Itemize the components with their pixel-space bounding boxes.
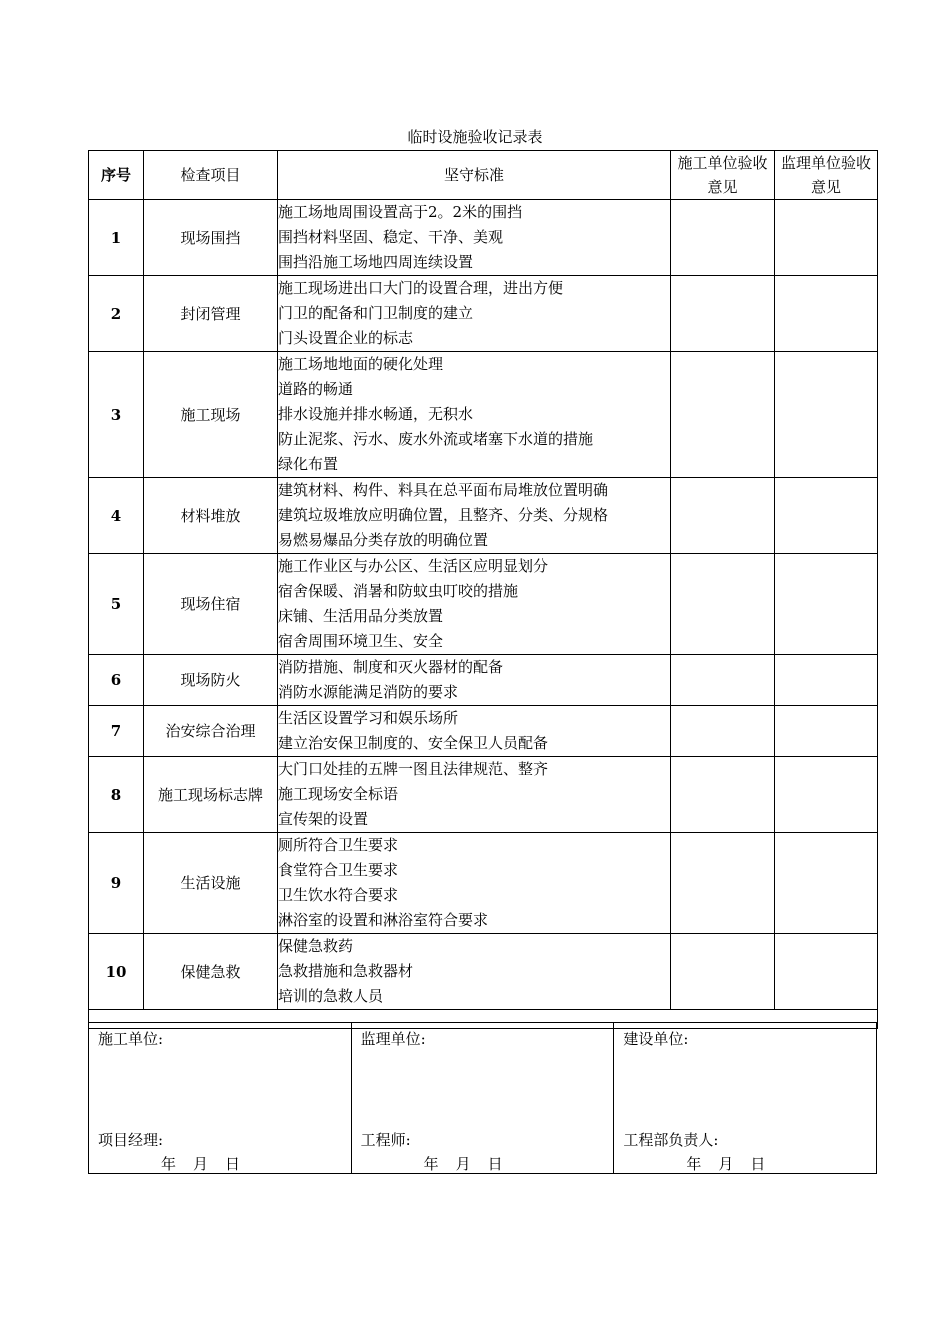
standard-list <box>278 934 671 1010</box>
contractor-opinion-cell[interactable] <box>671 655 775 706</box>
header-contractor-opinion: 施工单位验收意见 <box>671 151 775 200</box>
table-row <box>89 706 878 757</box>
check-item: 现场围挡 <box>144 200 278 276</box>
table-row <box>89 478 878 554</box>
standard-line: 厕所符合卫生要求 <box>278 836 399 854</box>
contractor-unit-label: 施工单位: <box>98 1030 164 1048</box>
signature-row <box>89 1023 877 1174</box>
table-row <box>89 200 878 276</box>
standard-line: 建筑垃圾堆放应明确位置，且整齐、分类、分规格 <box>278 506 609 524</box>
table-row <box>89 934 878 1010</box>
standard-line: 急救措施和急救器材 <box>278 962 414 980</box>
row-number: 8 <box>89 757 144 833</box>
standard-line: 施工现场进出口大门的设置合理，进出方便 <box>278 279 564 297</box>
standard-line: 床铺、生活用品分类放置 <box>278 607 444 625</box>
standard-line: 消防水源能满足消防的要求 <box>278 683 459 701</box>
row-number: 6 <box>89 655 144 706</box>
supervisor-opinion-cell[interactable] <box>775 352 878 478</box>
page-title: 临时设施验收记录表 <box>407 128 543 146</box>
supervisor-opinion-cell[interactable] <box>775 200 878 276</box>
standard-line: 施工场地周围设置高于2。2米的围挡 <box>278 203 523 221</box>
header-standard: 坚守标准 <box>278 151 671 200</box>
contractor-opinion-cell[interactable] <box>671 706 775 757</box>
header-item: 检查项目 <box>144 151 278 200</box>
check-item: 材料堆放 <box>144 478 278 554</box>
row-number: 1 <box>89 200 144 276</box>
supervisor-opinion-cell[interactable] <box>775 655 878 706</box>
contractor-date: 年 月 日 <box>161 1155 242 1173</box>
row-number: 9 <box>89 833 144 934</box>
standard-list <box>278 757 671 833</box>
standard-list <box>278 352 671 478</box>
contractor-opinion-cell[interactable] <box>671 478 775 554</box>
standard-line: 门头设置企业的标志 <box>278 329 414 347</box>
supervisor-unit-label: 监理单位: <box>360 1030 426 1048</box>
standard-line: 卫生饮水符合要求 <box>278 886 399 904</box>
check-item: 生活设施 <box>144 833 278 934</box>
contractor-opinion-cell[interactable] <box>671 352 775 478</box>
check-item: 现场防火 <box>144 655 278 706</box>
standard-line: 宿舍保暖、消暑和防蚊虫叮咬的措施 <box>278 582 519 600</box>
table-row <box>89 352 878 478</box>
header-no: 序号 <box>89 151 144 200</box>
check-item: 保健急救 <box>144 934 278 1010</box>
check-item: 施工现场 <box>144 352 278 478</box>
standard-line: 施工作业区与办公区、生活区应明显划分 <box>278 557 549 575</box>
standard-line: 保健急救药 <box>278 937 354 955</box>
signature-cell-owner <box>614 1023 877 1174</box>
standard-line: 施工场地地面的硬化处理 <box>278 355 444 373</box>
project-manager-label: 项目经理: <box>98 1131 164 1149</box>
standard-list <box>278 554 671 655</box>
check-item: 治安综合治理 <box>144 706 278 757</box>
table-row <box>89 833 878 934</box>
row-number: 10 <box>89 934 144 1010</box>
row-number: 4 <box>89 478 144 554</box>
standard-line: 围挡材料坚固、稳定、干净、美观 <box>278 228 504 246</box>
standard-list <box>278 655 671 706</box>
standard-list <box>278 478 671 554</box>
check-item: 封闭管理 <box>144 276 278 352</box>
signature-cell-contractor <box>89 1023 352 1174</box>
row-number: 5 <box>89 554 144 655</box>
standard-line: 生活区设置学习和娱乐场所 <box>278 709 459 727</box>
supervisor-opinion-cell[interactable] <box>775 478 878 554</box>
owner-date: 年 月 日 <box>686 1155 767 1173</box>
contractor-opinion-cell[interactable] <box>671 200 775 276</box>
supervisor-opinion-cell[interactable] <box>775 757 878 833</box>
table-row <box>89 276 878 352</box>
standard-line: 宣传架的设置 <box>278 810 369 828</box>
contractor-opinion-cell[interactable] <box>671 934 775 1010</box>
standard-line: 宿舍周围环境卫生、安全 <box>278 632 444 650</box>
row-number: 7 <box>89 706 144 757</box>
supervisor-date: 年 月 日 <box>423 1155 504 1173</box>
contractor-opinion-cell[interactable] <box>671 276 775 352</box>
signature-cell-supervisor <box>351 1023 614 1174</box>
standard-line: 培训的急救人员 <box>278 987 384 1005</box>
standard-line: 围挡沿施工场地四周连续设置 <box>278 253 474 271</box>
table-row <box>89 554 878 655</box>
supervisor-opinion-cell[interactable] <box>775 934 878 1010</box>
table-header-row <box>89 151 878 200</box>
standard-list <box>278 706 671 757</box>
standard-list <box>278 200 671 276</box>
check-item: 现场住宿 <box>144 554 278 655</box>
standard-list <box>278 833 671 934</box>
standard-line: 建筑材料、构件、料具在总平面布局堆放位置明确 <box>278 481 609 499</box>
standard-line: 食堂符合卫生要求 <box>278 861 399 879</box>
standard-line: 易燃易爆品分类存放的明确位置 <box>278 531 489 549</box>
standard-line: 施工现场安全标语 <box>278 785 399 803</box>
engineer-label: 工程师: <box>360 1131 411 1149</box>
acceptance-table <box>88 150 878 1029</box>
contractor-opinion-cell[interactable] <box>671 554 775 655</box>
standard-line: 绿化布置 <box>278 455 339 473</box>
department-head-label: 工程部负责人: <box>623 1131 719 1149</box>
supervisor-opinion-cell[interactable] <box>775 833 878 934</box>
check-item: 施工现场标志牌 <box>144 757 278 833</box>
standard-line: 消防措施、制度和灭火器材的配备 <box>278 658 504 676</box>
row-number: 3 <box>89 352 144 478</box>
table-row <box>89 655 878 706</box>
supervisor-opinion-cell[interactable] <box>775 554 878 655</box>
standard-line: 防止泥浆、污水、废水外流或堵塞下水道的措施 <box>278 430 594 448</box>
row-number: 2 <box>89 276 144 352</box>
owner-unit-label: 建设单位: <box>623 1030 689 1048</box>
contractor-opinion-cell[interactable] <box>671 833 775 934</box>
standard-line: 大门口处挂的五牌一图且法律规范、整齐 <box>278 760 549 778</box>
standard-line: 建立治安保卫制度的、安全保卫人员配备 <box>278 734 549 752</box>
header-supervisor-opinion: 监理单位验收意见 <box>775 151 878 200</box>
signature-table <box>88 1022 877 1174</box>
table-row <box>89 757 878 833</box>
contractor-opinion-cell[interactable] <box>671 757 775 833</box>
standard-line: 门卫的配备和门卫制度的建立 <box>278 304 474 322</box>
standard-line: 排水设施并排水畅通，无积水 <box>278 405 474 423</box>
standard-line: 淋浴室的设置和淋浴室符合要求 <box>278 911 489 929</box>
supervisor-opinion-cell[interactable] <box>775 706 878 757</box>
supervisor-opinion-cell[interactable] <box>775 276 878 352</box>
standard-line: 道路的畅通 <box>278 380 354 398</box>
standard-list <box>278 276 671 352</box>
